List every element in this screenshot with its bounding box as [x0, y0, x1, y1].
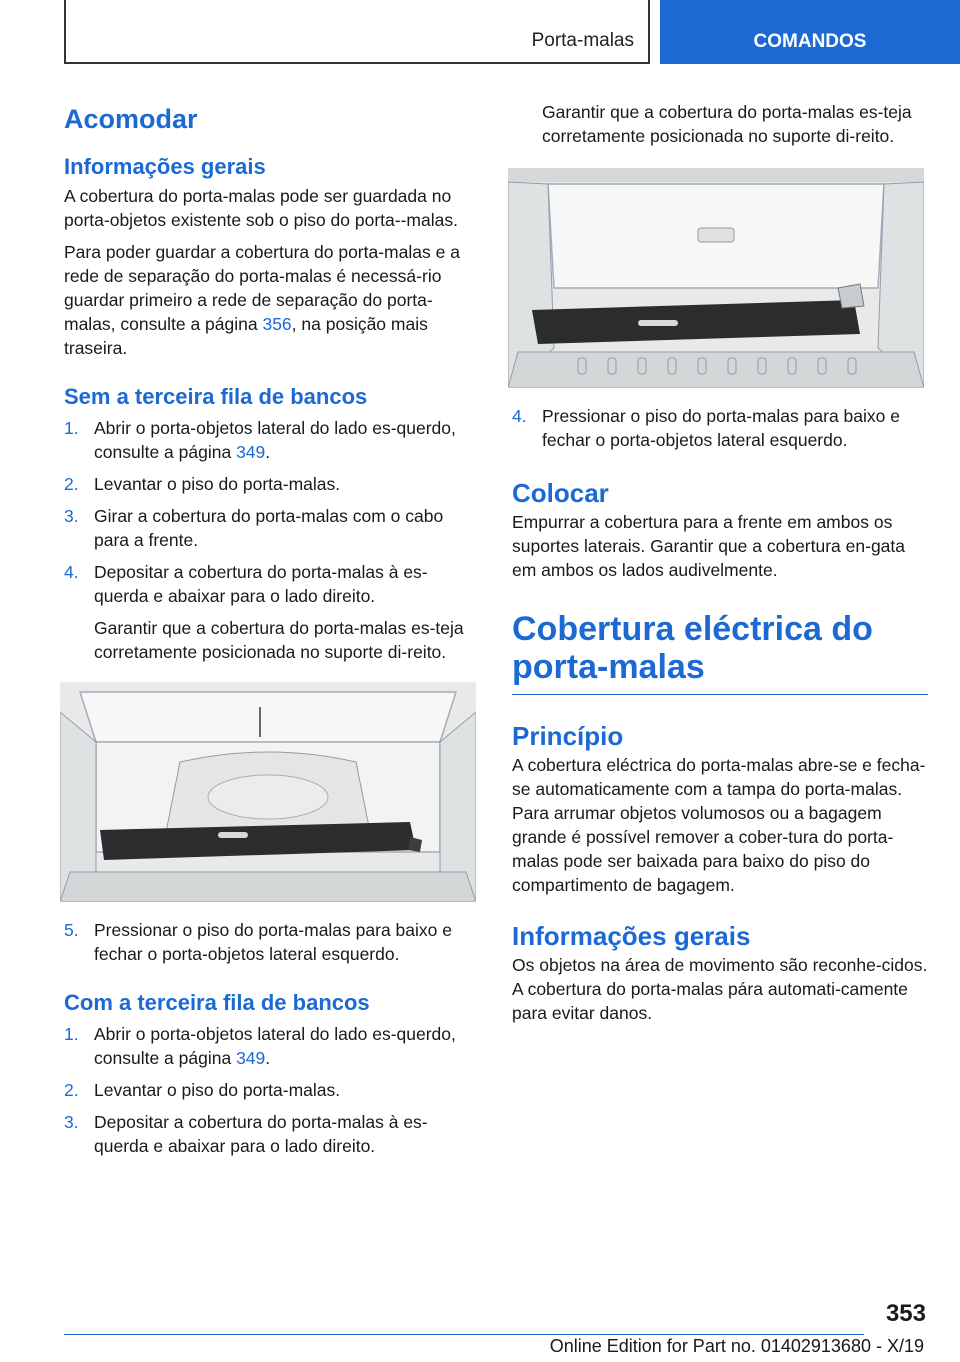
list-item	[64, 1078, 480, 1102]
header-chapter-tab: COMANDOS	[660, 0, 960, 64]
divider	[512, 694, 928, 695]
paragraph-general-1: A cobertura do porta-malas pode ser guardada no porta-objetos existente sob o piso do porta--malas.	[64, 186, 458, 230]
heading-principle: Princípio	[512, 721, 624, 751]
step-number: 3.	[64, 1112, 79, 1132]
step-text: Abrir o porta-objetos lateral do lado es-querdo, consulte a página	[94, 1024, 456, 1068]
step-text: Girar a cobertura do porta-malas com o cabo para a frente.	[94, 506, 444, 550]
step-5-list	[64, 918, 480, 966]
continued-note: Garantir que a cobertura do porta-malas es-teja corretamente posicionada no suporte di-reito.	[542, 102, 912, 146]
step-text: Pressionar o piso do porta-malas para baixo e fechar o porta-objetos lateral esquerdo.	[542, 406, 900, 450]
step-number: 5.	[64, 920, 79, 940]
step-text: Depositar a cobertura do porta-malas à es-querda e abaixar para o lado direito.	[94, 1112, 428, 1156]
step-number: 3.	[64, 506, 79, 526]
step-number: 4.	[64, 562, 79, 582]
list-item	[64, 560, 480, 664]
text: , na posição mais traseira.	[64, 314, 428, 358]
steps-no-third-row	[64, 416, 480, 664]
step-number: 4.	[512, 406, 527, 426]
section-title-acomodar: Acomodar	[64, 104, 198, 134]
trunk-cover-illustration-left	[60, 682, 476, 902]
paragraph-general-info-right: Os objetos na área de movimento são reconhe-cidos. A cobertura do porta-malas pára automati-camente para evitar danos.	[512, 955, 928, 1023]
list-item	[64, 504, 480, 552]
header-section-box	[64, 0, 650, 64]
page-number: 353	[885, 1300, 926, 1327]
list-item	[64, 416, 480, 464]
trunk-illustration-svg	[508, 168, 924, 388]
step-text: Levantar o piso do porta-malas.	[94, 1080, 341, 1100]
paragraph-general-2	[64, 240, 480, 360]
step-number: 1.	[64, 418, 79, 438]
step-number: 1.	[64, 1024, 79, 1044]
paragraph-principle: A cobertura eléctrica do porta-malas abre-se e fecha-se automaticamente com a tampa do porta-malas. Para arrumar objetos volumosos ou a bagagem grande é possível remover a cober-tura do porta-malas pode ser baixada para baixo do piso do compartimento de bagagem.	[512, 755, 926, 895]
list-item	[64, 1022, 480, 1070]
footer-edition: Online Edition for Part no. 01402913680 - X/19	[549, 1336, 924, 1356]
right-column	[512, 100, 928, 1025]
trunk-illustration-svg	[60, 682, 476, 902]
page-link-356[interactable]: 356	[262, 314, 292, 334]
heading-electric-cover: Cobertura eléctrica do porta-malas	[512, 610, 873, 686]
step-text-end: .	[265, 442, 271, 462]
heading-third-row: Com a terceira fila de bancos	[64, 990, 370, 1015]
step-text: Depositar a cobertura do porta-malas à es-querda e abaixar para o lado direito.	[94, 562, 428, 606]
list-item	[64, 918, 480, 966]
step-text: Pressionar o piso do porta-malas para baixo e fechar o porta-objetos lateral esquerdo.	[94, 920, 452, 964]
header-section-title: Porta-malas	[531, 30, 634, 51]
steps-third-row	[64, 1022, 480, 1158]
heading-colocar: Colocar	[512, 478, 609, 508]
list-item	[64, 1110, 480, 1158]
step-text: Levantar o piso do porta-malas.	[94, 474, 341, 494]
text: Para poder guardar a cobertura do porta-malas e a rede de separação do porta-malas é necessá-rio guardar primeiro a rede de separação do porta-malas, consulte a página	[64, 242, 460, 334]
list-item	[64, 472, 480, 496]
step-number: 2.	[64, 1080, 79, 1100]
step-note: Garantir que a cobertura do porta-malas es-teja corretamente posicionada no suporte di-reito.	[94, 618, 464, 662]
step-text-end: .	[265, 1048, 271, 1068]
trunk-cover-illustration-right	[508, 168, 924, 388]
heading-no-third-row: Sem a terceira fila de bancos	[64, 384, 368, 409]
list-item	[512, 404, 928, 452]
step-number: 2.	[64, 474, 79, 494]
left-column	[64, 100, 480, 1158]
step-4-list	[512, 404, 928, 452]
footer-divider	[64, 1334, 864, 1335]
heading-general-info-right: Informações gerais	[512, 921, 751, 951]
step-text: Abrir o porta-objetos lateral do lado es-querdo, consulte a página	[94, 418, 456, 462]
heading-general-info: Informações gerais	[64, 154, 266, 179]
page-link-349[interactable]: 349	[236, 1048, 266, 1068]
paragraph-colocar: Empurrar a cobertura para a frente em ambos os suportes laterais. Garantir que a cobertura en-gata em ambos os lados audivelmente.	[512, 512, 905, 580]
page-link-349[interactable]: 349	[236, 442, 266, 462]
